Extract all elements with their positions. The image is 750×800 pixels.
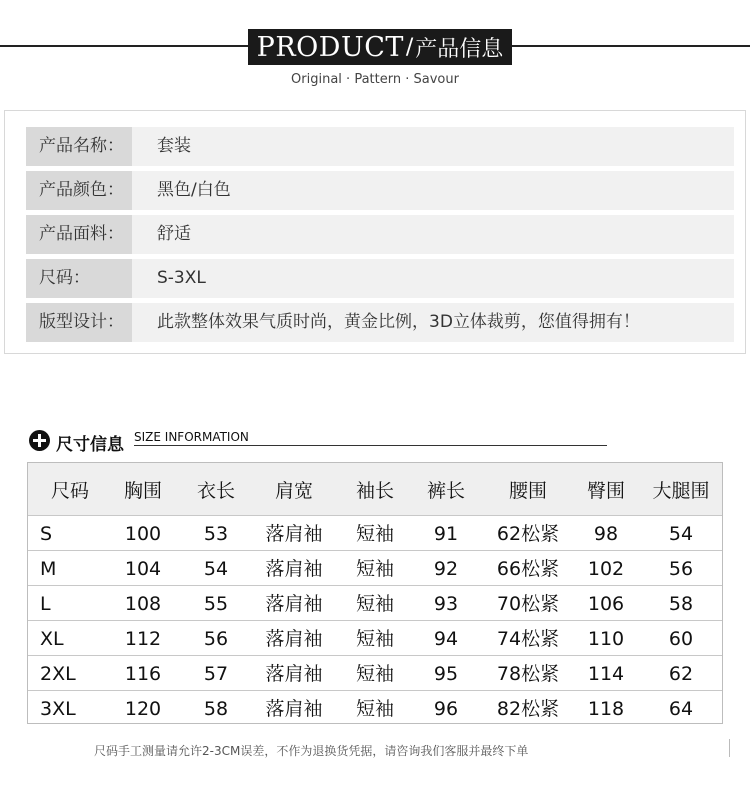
table-cell: 70松紧 [496,593,560,615]
table-row [28,585,722,621]
header-rule-left [0,45,248,47]
size-section-title: 尺寸信息 [56,435,124,455]
info-label: 产品名称： [26,127,132,166]
header-rule-right [512,45,750,47]
size-section-subtitle: SIZE INFORMATION [134,430,249,444]
info-value: 舒适 [157,224,191,244]
table-row [28,515,722,551]
table-cell: 66松紧 [496,558,560,580]
table-cell: M [40,558,57,580]
table-cell: 92 [433,558,459,580]
column-header: 肩宽 [274,480,313,502]
table-cell: 落肩袖 [265,593,323,615]
info-value: S-3XL [157,268,206,288]
column-header: 胸围 [123,480,162,502]
table-row [28,690,722,726]
table-cell: 110 [587,628,625,650]
info-row-design [26,303,734,342]
table-cell: 102 [587,558,625,580]
table-cell: 56 [668,558,694,580]
table-cell: 落肩袖 [265,698,323,720]
table-cell: 100 [124,523,162,545]
table-cell: 53 [203,523,229,545]
table-cell: 104 [124,558,162,580]
table-cell: 74松紧 [496,628,560,650]
header-subtitle: Original · Pattern · Savour [291,72,459,87]
table-cell: 落肩袖 [265,558,323,580]
header-title-sep: / [405,34,414,60]
table-cell: 93 [433,593,459,615]
table-cell: 短袖 [355,593,394,615]
info-label: 产品面料： [26,215,132,254]
table-cell: 短袖 [355,558,394,580]
footer-note: 尺码手工测量请允许2-3CM误差，不作为退换货凭据，请咨询我们客服并最终下单 [94,744,529,758]
table-cell: 94 [433,628,459,650]
info-label: 版型设计： [26,303,132,342]
column-header: 臀围 [586,480,625,502]
size-table-header [28,463,722,515]
table-cell: 91 [433,523,459,545]
table-cell: 96 [433,698,459,720]
header-title-cn: 产品信息 [415,36,504,62]
table-cell: XL [40,628,64,650]
column-header: 尺码 [50,480,89,502]
table-cell: 落肩袖 [265,628,323,650]
table-cell: S [40,523,53,545]
table-cell: 57 [203,663,229,685]
column-header: 衣长 [196,480,235,502]
table-cell: 108 [124,593,162,615]
table-row [28,655,722,691]
table-cell: 120 [124,698,162,720]
info-row-size [26,259,734,298]
column-header: 大腿围 [652,480,710,502]
table-cell: 62 [668,663,694,685]
table-cell: 短袖 [355,628,394,650]
size-section-rule [134,445,607,446]
table-cell: 64 [668,698,694,720]
table-cell: 78松紧 [496,663,560,685]
info-label: 尺码： [26,259,132,298]
table-cell: 落肩袖 [265,663,323,685]
info-value: 此款整体效果气质时尚，黄金比例，3D立体裁剪，您值得拥有！ [157,312,640,332]
table-cell: 短袖 [355,698,394,720]
table-cell: 112 [124,628,162,650]
info-value: 套装 [157,136,191,156]
column-header: 腰围 [508,480,547,502]
info-row-fabric [26,215,734,254]
size-table [27,462,723,724]
table-cell: 54 [203,558,229,580]
info-row-name [26,127,734,166]
table-cell: 56 [203,628,229,650]
table-cell: 54 [668,523,694,545]
table-cell: 95 [433,663,459,685]
table-cell: 2XL [40,663,76,685]
table-cell: 116 [124,663,162,685]
divider-tick [729,739,730,757]
table-cell: 118 [587,698,625,720]
column-header: 裤长 [426,480,465,502]
table-cell: 58 [668,593,694,615]
table-cell: L [40,593,51,615]
info-label: 产品颜色： [26,171,132,210]
table-cell: 82松紧 [496,698,560,720]
table-row [28,550,722,586]
table-cell: 落肩袖 [265,523,323,545]
table-cell: 58 [203,698,229,720]
table-cell: 60 [668,628,694,650]
plus-icon [29,430,50,451]
table-cell: 114 [587,663,625,685]
table-cell: 短袖 [355,523,394,545]
table-cell: 62松紧 [496,523,560,545]
header-title-en: PRODUCT [256,31,404,63]
table-row [28,620,722,656]
table-cell: 短袖 [355,663,394,685]
column-header: 袖长 [355,480,394,502]
table-cell: 3XL [40,698,76,720]
product-info-panel [4,110,746,354]
table-cell: 106 [587,593,625,615]
header-title-banner [248,29,512,65]
table-cell: 55 [203,593,229,615]
table-cell: 98 [593,523,619,545]
info-value: 黑色/白色 [157,180,231,200]
info-row-color [26,171,734,210]
